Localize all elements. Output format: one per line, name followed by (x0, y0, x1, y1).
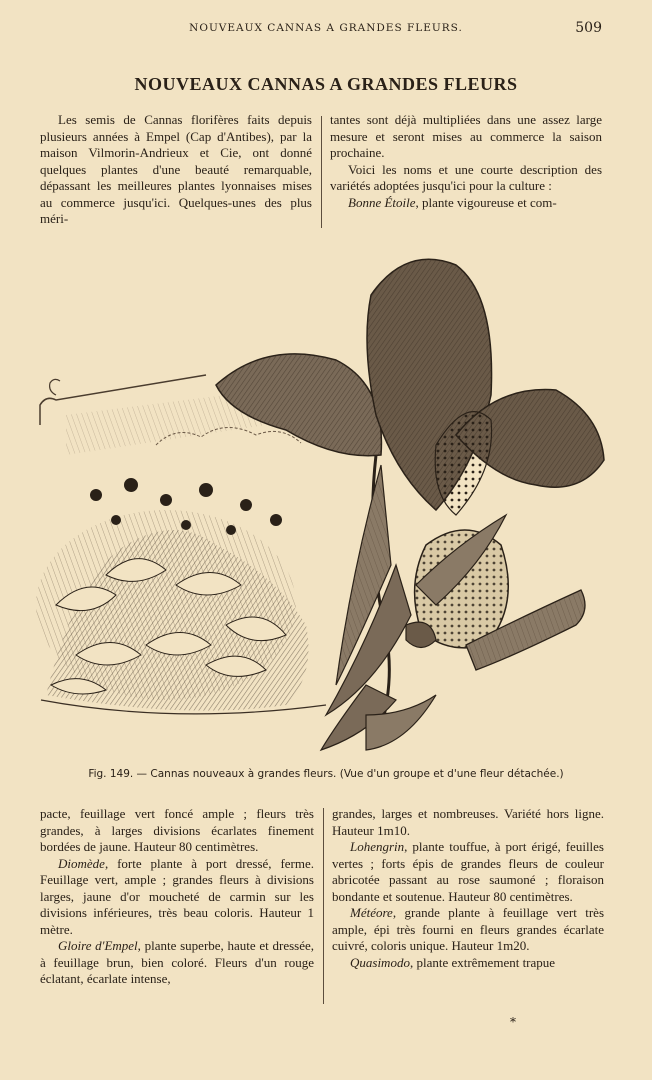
variety-name: Quasimodo (350, 954, 410, 970)
variety-text: , forte plante à port dressé, ferme. Feuillage vert, ample ; grandes fleurs à divisions larges, jaune d'or moucheté de carmin sur les divisions inférieures, très beau coloris. Hauteur 1 mètre. (40, 855, 314, 937)
variety-name: Bonne Étoile (348, 194, 416, 210)
variety-name: Gloire d'Empel (58, 938, 138, 953)
variety-name: Diomède (58, 855, 105, 871)
bonne-etoile-continued: pacte, feuillage vert foncé ample ; fleurs très grandes, à larges divisions écarlates finement bordées de jaune. Hauteur 80 centimètres. (40, 806, 314, 854)
article-title: NOUVEAUX CANNAS A GRANDES FLEURS (134, 74, 518, 94)
variety-lohengrin (332, 839, 604, 905)
bottom-right-column (332, 806, 604, 971)
column-divider-bottom (323, 808, 324, 1004)
canna-illustration (36, 245, 616, 760)
running-head: NOUVEAUX CANNAS A GRANDES FLEURS. (189, 22, 463, 34)
variety-name: Lohengrin (350, 839, 405, 854)
variety-bonne-etoile (330, 195, 602, 212)
variety-gloire-dempel (40, 938, 314, 988)
canna-engraving (36, 245, 616, 760)
intro-paragraph: Les semis de Cannas florifères faits depuis plusieurs années à Empel (Cap d'Antibes), par la maison Vilmorin-Andrieux et Cie, ont donné quelques plantes d'une beauté remarquable, dépassant les meilleures plantes lyonnaises mises au commerce jusqu'ici. Quelques-unes des plus méri- (40, 112, 312, 226)
variety-meteore (332, 905, 604, 955)
variety-quasimodo (332, 955, 604, 972)
gloire-dempel-continued: grandes, larges et nombreuses. Variété hors ligne. Hauteur 1m10. (332, 806, 604, 838)
figure-caption: Fig. 149. — Cannas nouveaux à grandes fleurs. (Vue d'un groupe et d'une fleur détachée.) (88, 768, 564, 780)
variety-text: , plante vigoureuse et com- (415, 194, 557, 210)
top-left-column (40, 112, 312, 228)
varieties-intro-paragraph: Voici les noms et une courte description des variétés adoptées jusqu'ici pour la culture : (330, 161, 602, 193)
variety-text: , plante extrêmement trapue (409, 954, 556, 970)
footer-mark: * (510, 1015, 516, 1029)
page-number: 509 (575, 20, 602, 36)
variety-diomede (40, 856, 314, 939)
column-divider-top (321, 116, 322, 228)
continuation-paragraph: tantes sont déjà multipliées dans une assez large mesure et seront mises au commerce la saison prochaine. (330, 112, 602, 160)
variety-text: , plante superbe, haute et dressée, à feuillage brun, bien coloré. Fleurs d'un rouge éclatant, écarlate intense, (40, 938, 314, 986)
bottom-left-column (40, 806, 314, 988)
variety-name: Météore (350, 905, 393, 920)
variety-text: , plante touffue, à port érigé, feuilles vertes ; forts épis de grandes fleurs de couleur abricotée passant au rose saumoné ; floraison bondante et soutenue. Hauteur 80 centimètres. (332, 839, 604, 904)
variety-text: , grande plante à feuillage vert très ample, épi très fourni en fleurs grandes écarlate cuivré, coloris unique. Hauteur 1m20. (332, 905, 604, 953)
top-right-column (330, 112, 602, 211)
plant-group (36, 478, 326, 714)
